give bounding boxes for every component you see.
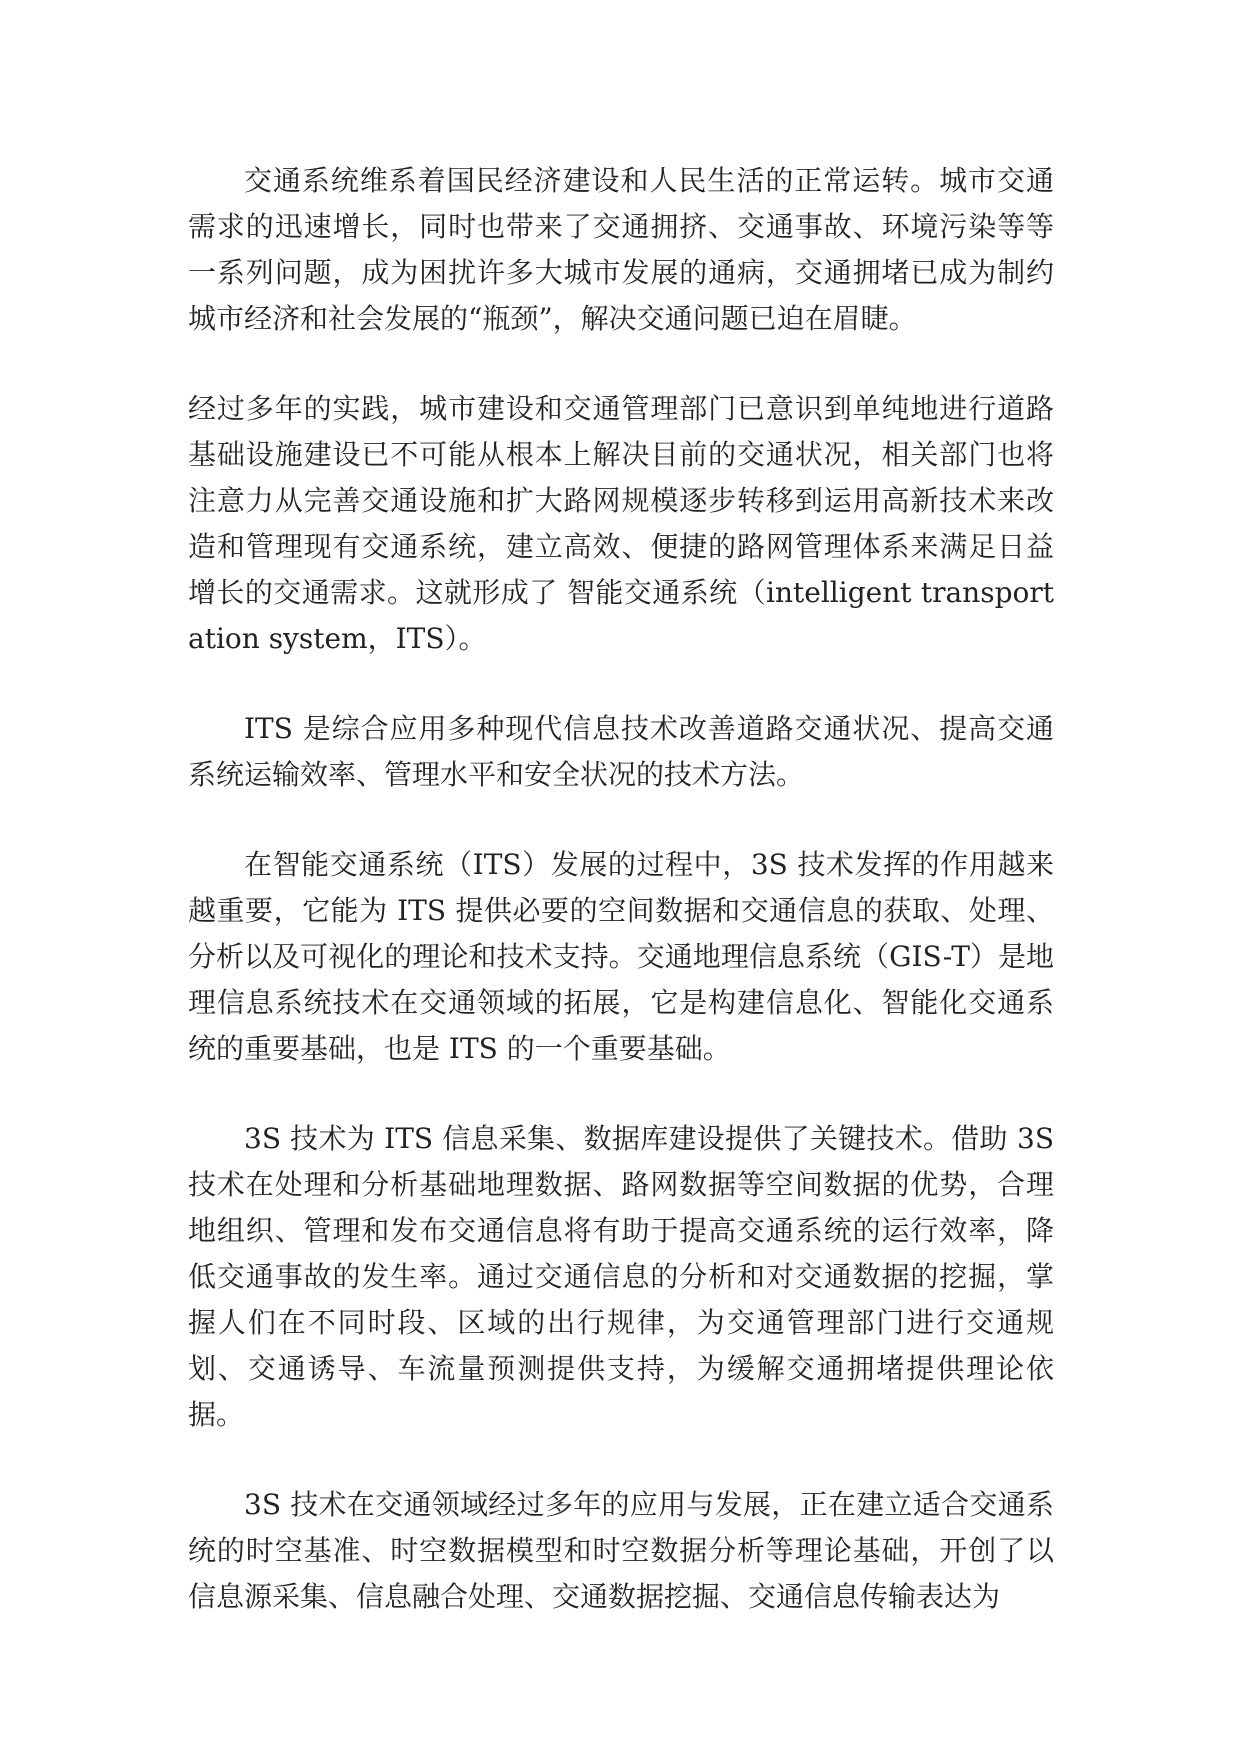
paragraph-3s-key-tech: 3S 技术为 ITS 信息采集、数据库建设提供了关键技术。借助 3S 技术在处理和分析基础地理数据、路网数据等空间数据的优势，合理地组织、管理和发布交通信息将有助于提高交通系统的运行效率，降低交通事故的发生率。通过交通信息的分析和对交通数据的挖掘，掌握人们在不同时段、区域的出行规律，为交通管理部门进行交通规划、交通诱导、车流量预测提供支持，为缓解交通拥堵提供理论依据。 [188,1122,1054,1431]
paragraph-traffic-problems: 交通系统维系着国民经济建设和人民生活的正常运转。城市交通需求的迅速增长，同时也带来了交通拥挤、交通事故、环境污染等等一系列问题，成为困扰许多大城市发展的通病，交通拥堵已成为制约城市经济和社会发展的“瓶颈”，解决交通问题已迫在眉睫。 [188,164,1054,335]
paragraph-3s-development: 3S 技术在交通领域经过多年的应用与发展，正在建立适合交通系统的时空基准、时空数据模型和时空数据分析等理论基础，开创了以信息源采集、信息融合处理、交通数据挖掘、交通信息传输表达为 [188,1488,1054,1613]
paragraph-3s-role: 在智能交通系统（ITS）发展的过程中，3S 技术发挥的作用越来越重要，它能为 ITS 提供必要的空间数据和交通信息的获取、处理、分析以及可视化的理论和技术支持。交通地理信息系统（GIS-T）是地理信息系统技术在交通领域的拓展，它是构建信息化、智能化交通系统的重要基础，也是 ITS 的一个重要基础。 [188,848,1054,1065]
document-page [188,158,1054,1620]
paragraph-its-origin: 经过多年的实践，城市建设和交通管理部门已意识到单纯地进行道路基础设施建设已不可能从根本上解决目前的交通状况，相关部门也将注意力从完善交通设施和扩大路网规模逐步转移到运用高新技术来改造和管理现有交通系统，建立高效、便捷的路网管理体系来满足日益增长的交通需求。这就形成了 智能交通系统（intelligent transportation system，ITS）。 [188,392,1054,655]
paragraph-its-definition: ITS 是综合应用多种现代信息技术改善道路交通状况、提高交通系统运输效率、管理水平和安全状况的技术方法。 [188,712,1054,791]
